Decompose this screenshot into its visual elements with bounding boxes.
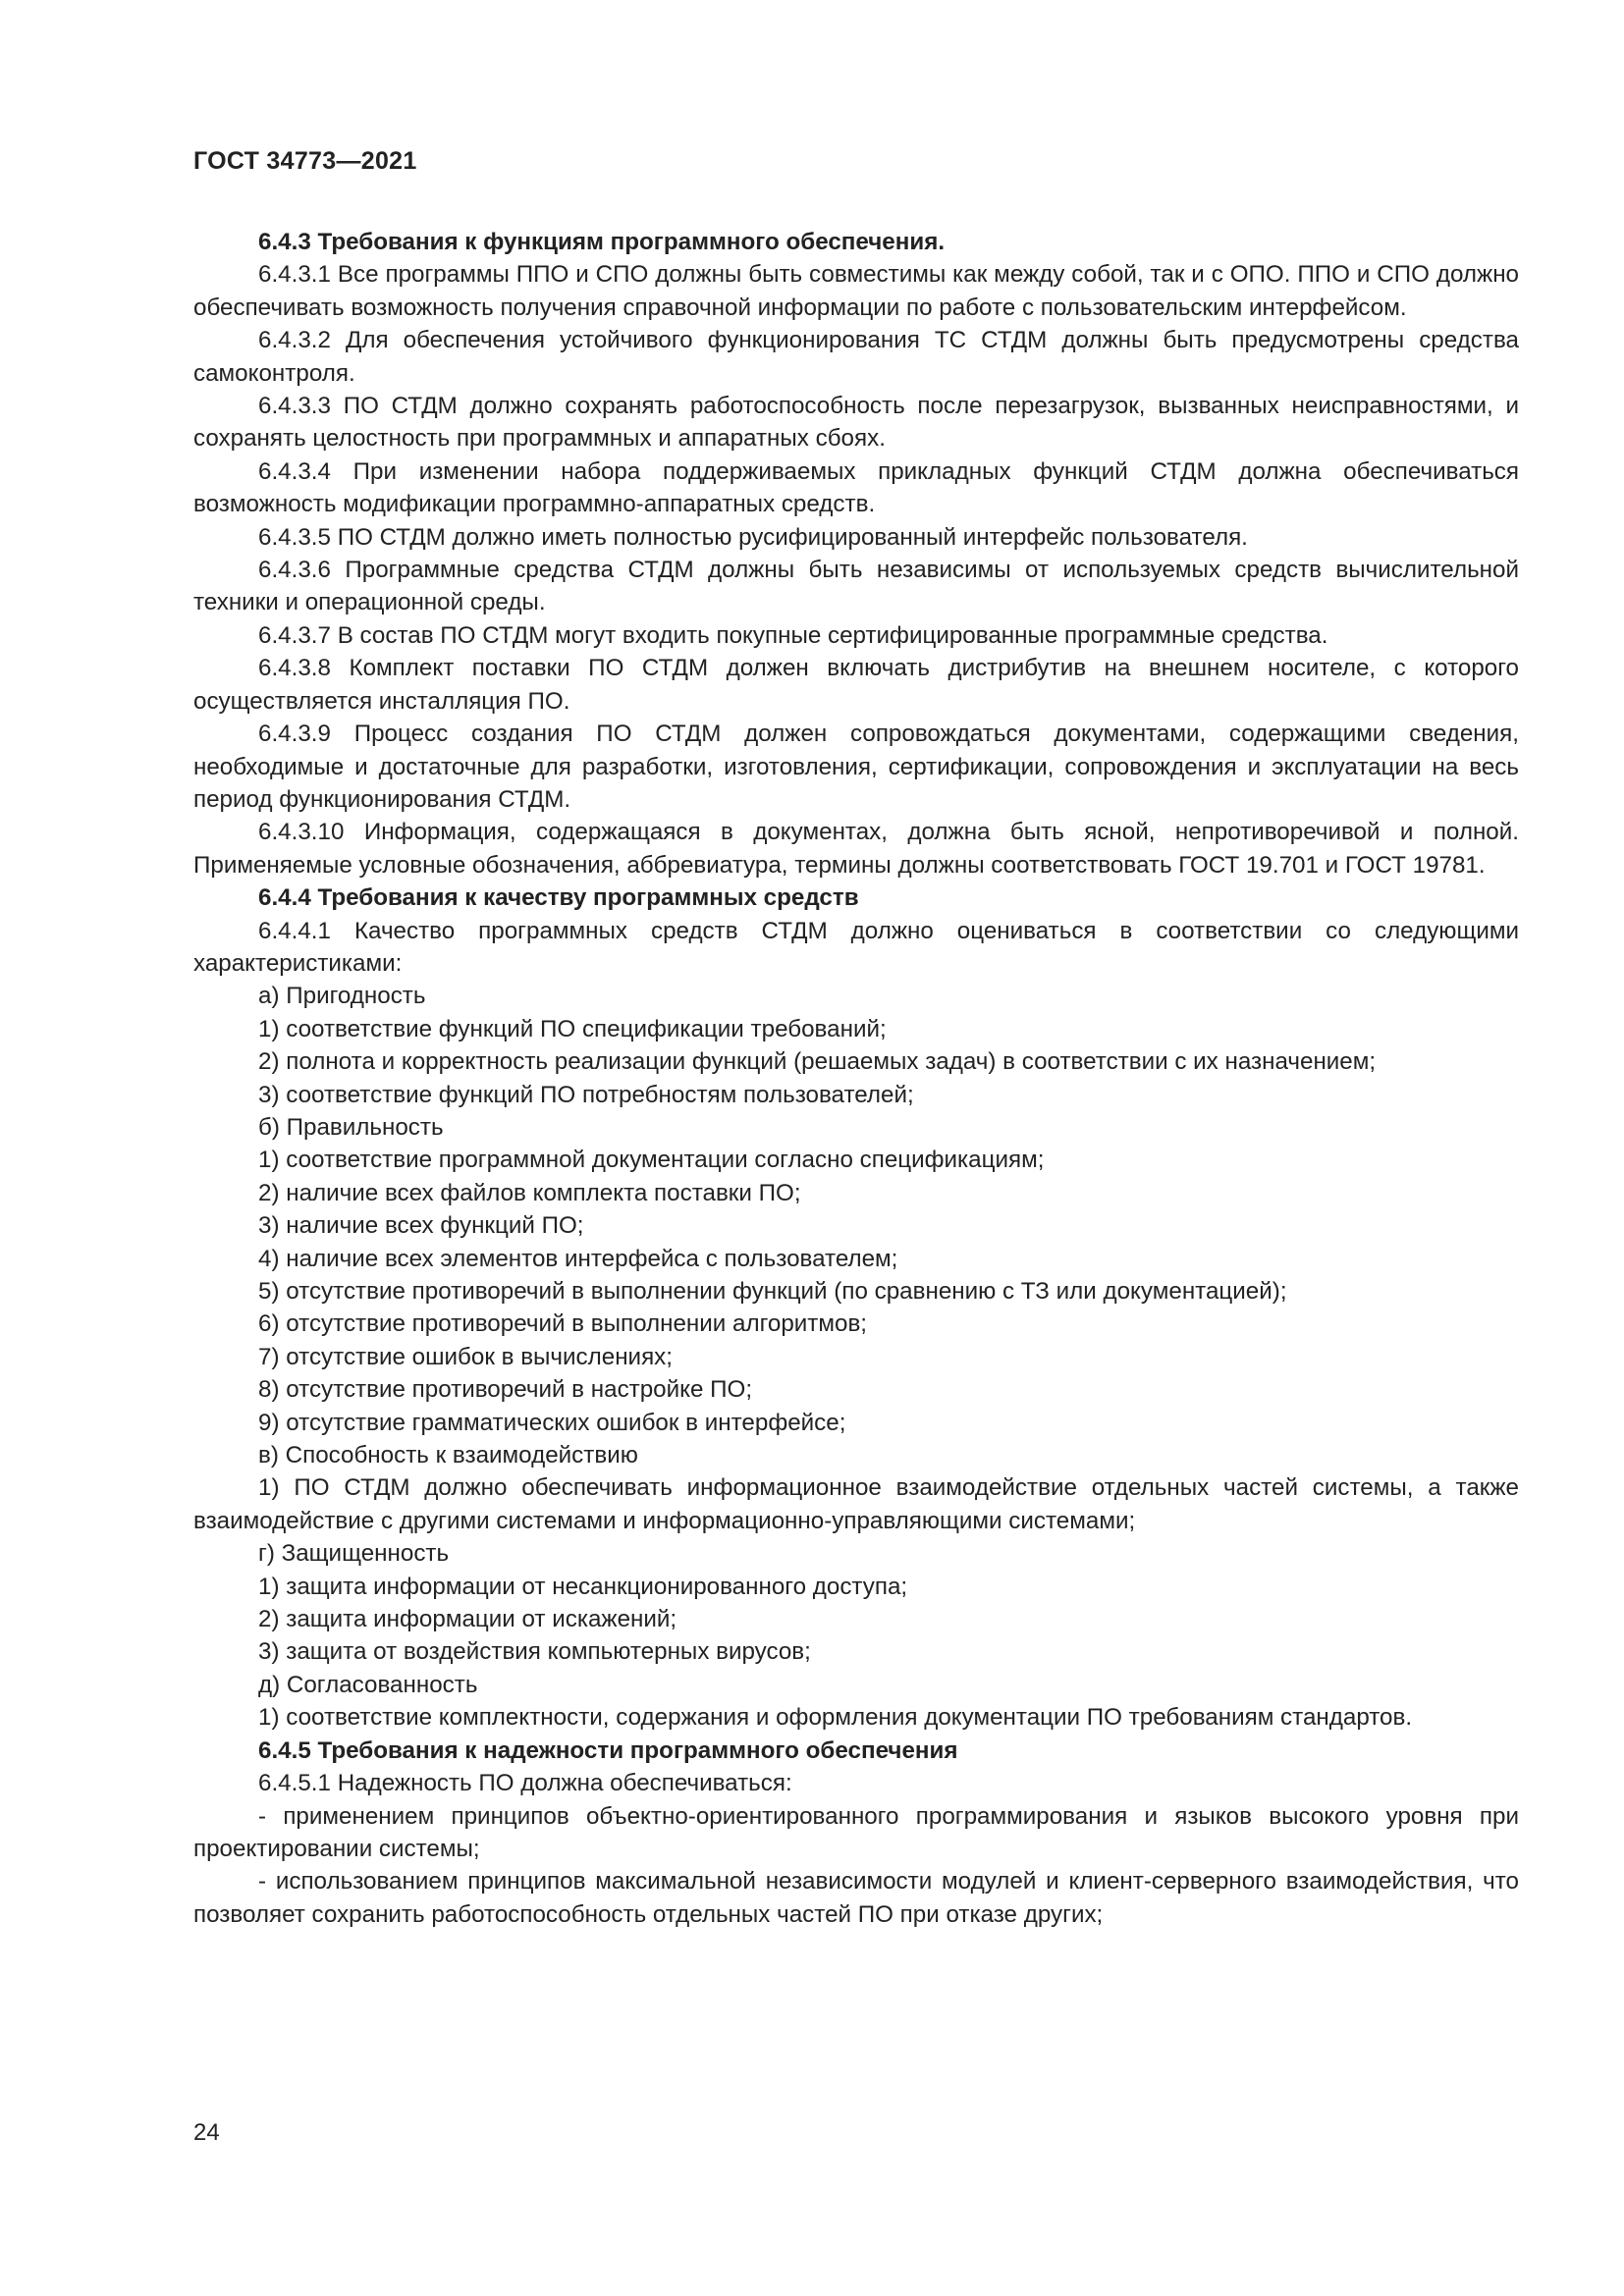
paragraph: 6.4.3.6 Программные средства СТДМ должны быть независимы от используемых средств вычислительной техники и операционной среды. <box>193 557 1519 616</box>
paragraph: 1) ПО СТДМ должно обеспечивать информационное взаимодействие отдельных частей системы, а также взаимодействие с другими системами и информационно-управляющими системами; <box>193 1474 1519 1534</box>
paragraph: 1) соответствие комплектности, содержания и оформления документации ПО требованиям стандартов. <box>258 1704 1413 1732</box>
paragraph: 5) отсутствие противоречий в выполнении функций (по сравнению с ТЗ или документацией); <box>258 1278 1287 1305</box>
page-number: 24 <box>193 2119 220 2146</box>
paragraph: 6.4.3.2 Для обеспечения устойчивого функционирования ТС СТДМ должны быть предусмотрены средства самоконтроля. <box>193 327 1519 387</box>
paragraph: 2) полнота и корректность реализации функций (решаемых задач) в соответствии с их назначением; <box>258 1048 1377 1076</box>
paragraph: 3) наличие всех функций ПО; <box>258 1212 584 1240</box>
document-body <box>193 226 1519 1931</box>
section-heading: 6.4.5 Требования к надежности программного обеспечения <box>258 1736 958 1764</box>
section-heading: 6.4.3 Требования к функциям программного обеспечения. <box>258 229 946 255</box>
paragraph: 6.4.4.1 Качество программных средств СТДМ должно оцениваться в соответствии со следующими характеристиками: <box>193 917 1519 977</box>
paragraph: 6.4.3.5 ПО СТДМ должно иметь полностью русифицированный интерфейс пользователя. <box>258 523 1248 551</box>
paragraph: 1) соответствие программной документации согласно спецификациям; <box>258 1147 1045 1174</box>
paragraph: а) Пригодность <box>258 983 426 1010</box>
paragraph: 4) наличие всех элементов интерфейса с пользователем; <box>258 1245 898 1272</box>
paragraph: 6.4.3.8 Комплект поставки ПО СТДМ должен включать дистрибутив на внешнем носителе, с которого осуществляется инсталляция ПО. <box>193 655 1519 715</box>
paragraph: д) Согласованность <box>258 1671 478 1698</box>
paragraph: - применением принципов объектно-ориентированного программирования и языков высокого уровня при проектировании системы; <box>193 1802 1519 1862</box>
paragraph: 6.4.3.9 Процесс создания ПО СТДМ должен сопровождаться документами, содержащими сведения, необходимые и достаточные для разработки, изготовления, сертификации, сопровождения и эксплуатации на весь период функционирования СТДМ. <box>193 721 1519 813</box>
paragraph: 6) отсутствие противоречий в выполнении алгоритмов; <box>258 1310 868 1338</box>
paragraph: 1) защита информации от несанкционированного доступа; <box>258 1573 908 1600</box>
paragraph: 6.4.3.10 Информация, содержащаяся в документах, должна быть ясной, непротиворечивой и полной. Применяемые условные обозначения, аббревиатура, термины должны соответствовать ГОСТ 19.701 и ГОСТ 19781. <box>193 819 1519 879</box>
paragraph: 6.4.3.3 ПО СТДМ должно сохранять работоспособность после перезагрузок, вызванных неисправностями, и сохранять целостность при программных и аппаратных сбоях. <box>193 393 1519 453</box>
section-heading: 6.4.4 Требования к качеству программных средств <box>258 884 859 912</box>
paragraph: 3) защита от воздействия компьютерных вирусов; <box>258 1638 811 1666</box>
paragraph: 9) отсутствие грамматических ошибок в интерфейсе; <box>258 1409 846 1436</box>
paragraph: б) Правильность <box>258 1113 444 1141</box>
paragraph: - использованием принципов максимальной независимости модулей и клиент-серверного взаимодействия, что позволяет сохранить работоспособность отдельных частей ПО при отказе других; <box>193 1868 1519 1928</box>
paragraph: 2) наличие всех файлов комплекта поставки ПО; <box>258 1179 801 1206</box>
paragraph: 3) соответствие функций ПО потребностям пользователей; <box>258 1081 914 1108</box>
paragraph: г) Защищенность <box>258 1540 450 1568</box>
paragraph: 1) соответствие функций ПО спецификации требований; <box>258 1015 887 1042</box>
paragraph: 6.4.3.4 При изменении набора поддерживаемых прикладных функций СТДМ должна обеспечиваться возможность модификации программно-аппаратных средств. <box>193 457 1519 518</box>
paragraph: 8) отсутствие противоречий в настройке ПО; <box>258 1376 753 1404</box>
paragraph: 6.4.5.1 Надежность ПО должна обеспечиваться: <box>258 1770 792 1797</box>
paragraph: в) Способность к взаимодействию <box>258 1442 638 1469</box>
paragraph: 2) защита информации от искажений; <box>258 1606 677 1633</box>
document-header-title: ГОСТ 34773—2021 <box>193 147 417 175</box>
paragraph: 6.4.3.7 В состав ПО СТДМ могут входить покупные сертифицированные программные средства. <box>258 621 1328 649</box>
paragraph: 7) отсутствие ошибок в вычислениях; <box>258 1343 673 1370</box>
paragraph: 6.4.3.1 Все программы ППО и СПО должны быть совместимы как между собой, так и с ОПО. ППО и СПО должно обеспечивать возможность получения справочной информации по работе с пользовательским интерфейсом. <box>193 261 1519 321</box>
